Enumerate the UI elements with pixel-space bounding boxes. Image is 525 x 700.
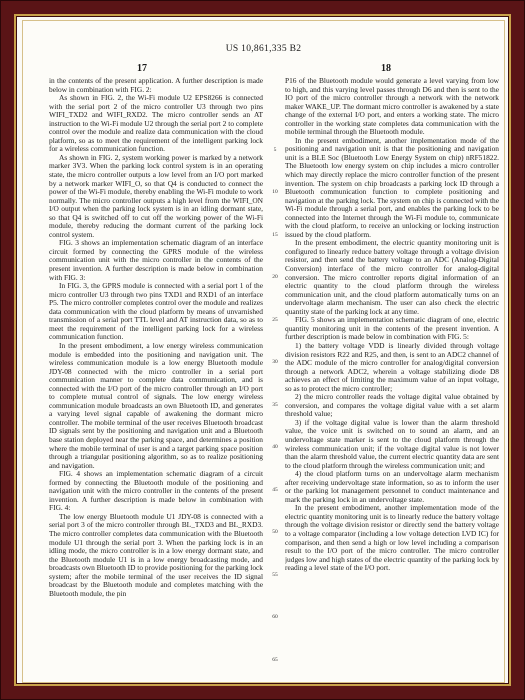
paragraph: 2) the micro controller reads the voltage digital value obtained by conversion, and compares the voltage digital value with a set alarm threshold value; xyxy=(285,392,499,419)
paragraph: The low energy Bluetooth module U1 JDY-08 is connected with a serial port 3 of the micro controller through BL_TXD3 and BL_RXD3. The micro controller completes data communication with the Bluetooth module U1 through the serial port 3. When the parking lock is in an idling mode, the micro controller is in a low energy dormant state, and the Bluetooth module U1 is in a low energy broadcasting mode, and broadcasts own Bluetooth ID to provide positioning for the parking lock system; after the mobile terminal of the user receives the ID signal broadcast by the Bluetooth module and completes matching with the Bluetooth module, the pin xyxy=(49,511,263,598)
line-number: 10 xyxy=(272,189,278,195)
paragraph: 4) the cloud platform turns on an undervoltage alarm mechanism after receiving undervoltage state information, so as to inform the user or the parking lot management personnel to conduct maintenance and mark the parking lock in an undervoltage state. xyxy=(285,469,499,504)
paragraph: 3) if the voltage digital value is lower than the alarm threshold value, the voice unit is switched on to sound an alarm, and an undervoltage state marker is sent to the cloud platform through the wireless communication unit; if the voltage digital value is not lower than the alarm threshold value, the current electric quantity data are sent to the cloud platform through the wireless communication unit; and xyxy=(285,417,499,470)
margin-line-numbers xyxy=(270,77,280,677)
line-number: 55 xyxy=(272,572,278,578)
line-number: 35 xyxy=(272,402,278,408)
paragraph: FIG. 5 shows an implementation schematic diagram of one, electric quantity monitoring unit in the contents of the present invention. A further description is made below in combination with FIG. 5: xyxy=(285,315,499,342)
line-number: 30 xyxy=(272,359,278,365)
paragraph: P16 of the Bluetooth module would generate a level varying from low to high, and this varying level passes through D6 and then is sent to the IO port of the micro controller through a network with the network maker WAKE_UP. The dormant micro controller is awakened by a state change of the external I/O port, and enters a working state. The micro controller in the working state completes data communication with the mobile terminal through the Bluetooth module. xyxy=(285,77,499,137)
paragraph: In the present embodiment, another implementation mode of the electric quantity monitoring unit is to linearly reduce the battery voltage through the voltage division resistor or directly send the battery voltage to a voltage comparator (including a low voltage detection LVD IC) for comparison, and then send a high or low level including a comparison result to the I/O port of the micro controller. The micro controller judges low and high states of the electric quantity of the parking lock by reading a level state of the I/O port. xyxy=(285,503,499,573)
left-column xyxy=(49,77,263,677)
line-number: 45 xyxy=(272,487,278,493)
paragraph: As shown in FIG. 2, the Wi-Fi module U2 EPS8266 is connected with the serial port 2 of the micro controller U3 through two pins WIFI_TXD2 and WIFI_RXD2. The micro controller sends an AT instruction to the Wi-Fi module U2 through the serial port 2 to complete control over the module and realize data communication with the cloud platform, so as to meet the requirement of the intelligent parking lock for a wireless communication function. xyxy=(49,93,263,154)
paragraph: 1) the battery voltage VDD is linearly divided through voltage division resistors R22 and R25, and then, is sent to an ADC2 channel of the ADC module of the micro controller for analog/digital conversion through a network ADC2, wherein a voltage stabilizing diode D8 achieves an effect of limiting the maximum value of an input voltage, so as to protect the micro controller; xyxy=(285,340,499,393)
paragraph: As shown in FIG. 2, system working power is marked by a network marker 3V3. When the parking lock control system is in an operating state, the micro controller outputs a low level from an I/O port marked by a network marker WIFI_O, so that Q4 is conducted to connect the power of the Wi-Fi module, thereby enabling the Wi-Fi module to work normally. The micro controller outputs a high level from the WIFI_ON I/O output when the parking lock system is in an idling dormant state, so that Q4 is switched off to cut off the working power of the Wi-Fi module, thereby reducing the dormant current of the parking lock control system. xyxy=(49,152,263,239)
patent-page xyxy=(22,20,505,683)
paragraph: In FIG. 3, the GPRS module is connected with a serial port 1 of the micro controller U3 through two pins TXD1 and RXD1 of an interface P5. The micro controller completes control over the module and realizes data communication with the cloud platform by means of unvarnished transmission of a serial port TTL level and AT instruction data, so as to meet the requirement of the intelligent parking lock for a wireless communication function. xyxy=(49,281,263,342)
paragraph: In the present embodiment, another implementation mode of the positioning and navigation unit is that the positioning and navigation unit is a BLE Soc (Bluetooth Low Energy System on chip) nRF51822. The Bluetooth low energy system on chip includes a micro controller which may directly replace the micro controller function of the present invention. The system on chip broadcasts a parking lock ID through a Bluetooth communication function to complete positioning and navigation at the parking lock. The system on chip is connected with the Wi-Fi module through a serial port, and enables the parking lock to be connected into the Internet through the Wi-Fi module to, communicate with the cloud platform, to receive an unlocking or locking instruction issued by the cloud platform. xyxy=(285,135,499,239)
line-number: 25 xyxy=(272,317,278,323)
paragraph: In the present embodiment, the electric quantity monitoring unit is configured to linearly reduce battery voltage through a voltage division resistor, and then send the battery voltage to an ADC (Analog-Digital Conversion) interface of the micro controller for analog-digital conversion. The micro controller reports digital information of an electric quantity to the cloud platform through the wireless communication unit, and the cloud platform automatically turns on an undervoltage alarm mechanism. The user can also check the electric quantity state of the parking lock at any time. xyxy=(285,238,499,316)
right-column-number: 18 xyxy=(381,63,391,74)
patent-number: US 10,861,335 B2 xyxy=(225,44,302,54)
line-number: 15 xyxy=(272,232,278,238)
line-number: 50 xyxy=(272,529,278,535)
right-column xyxy=(285,77,499,677)
line-number: 60 xyxy=(272,614,278,620)
paragraph: in the contents of the present application. A further description is made below in combination with FIG. 2: xyxy=(49,77,263,94)
left-column-number: 17 xyxy=(137,63,147,74)
paragraph: FIG. 4 shows an implementation schematic diagram of a circuit formed by connecting the Bluetooth module of the positioning and navigation unit with the micro controller in the contents of the present invention. A further description is made below in combination with FIG. 4: xyxy=(49,469,263,513)
line-number: 20 xyxy=(272,274,278,280)
line-number: 40 xyxy=(272,444,278,450)
paragraph: FIG. 3 shows an implementation schematic diagram of an interface circuit formed by connecting the GPRS module of the wireless communication unit with the micro controller in the contents of the present invention. A further description is made below in combination with FIG. 3: xyxy=(49,238,263,282)
line-number: 65 xyxy=(272,657,278,663)
line-number: 5 xyxy=(273,147,277,153)
paragraph: In the present embodiment, a low energy wireless communication module is embedded into the positioning and navigation unit. The wireless communication module is a low energy Bluetooth module JDY-08 connected with the micro controller in a serial port communication manner to complete data communication, and is connected with the I/O port of the micro controller through an I/O port to complete mutual control of signals. The low energy wireless communication module broadcasts an own Bluetooth ID, and generates a varying level signal capable of awakening the dormant micro controller. The mobile terminal of the user receives Bluetooth broadcast ID signals sent by the positioning and navigation unit and a Bluetooth base station deployed near the parking space, and determines a position where the mobile terminal of user is and a target parking space position through a triangular positioning algorithm, so as to realize positioning and navigation. xyxy=(49,340,263,470)
